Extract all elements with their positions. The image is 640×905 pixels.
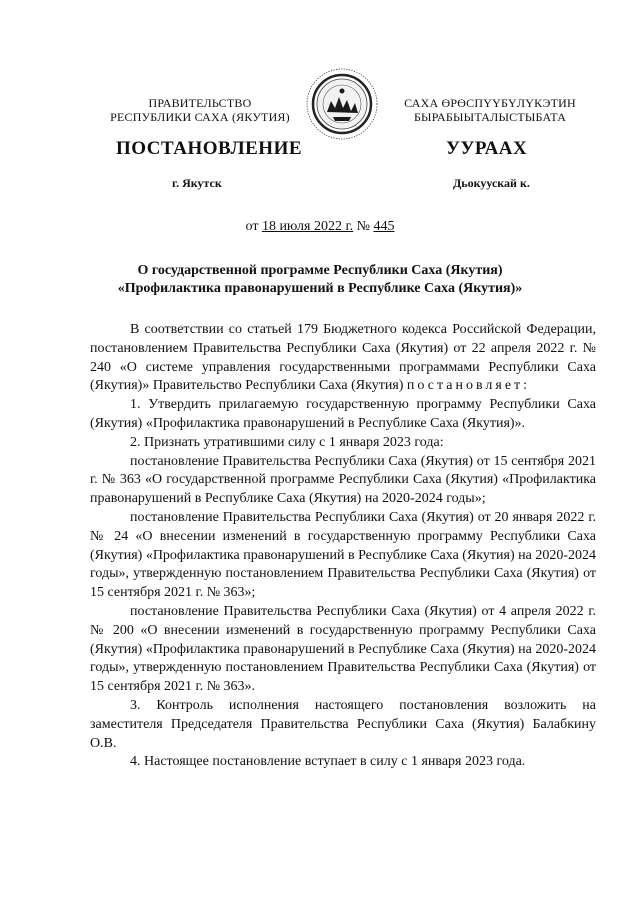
- government-name-russian: [100, 96, 300, 124]
- coat-of-arms-emblem: [305, 67, 379, 141]
- date-prefix: от: [245, 219, 262, 234]
- paragraph-item-3: 3. Контроль исполнения настоящего постановления возложить на заместителя Председателя Правительства Республики Саха (Якутия) Балабкину О.В.: [90, 697, 596, 751]
- document-title-line1: О государственной программе Республики Саха (Якутия): [137, 263, 503, 278]
- paragraph-item-4: 4. Настоящее постановление вступает в силу с 1 января 2023 года.: [130, 754, 526, 770]
- government-name-sakha: [390, 96, 590, 124]
- document-body: [90, 321, 596, 772]
- government-name-ru-line1: ПРАВИТЕЛЬСТВО: [148, 96, 252, 110]
- government-name-sakha-line2: БЫРАБЫЫТАЛЫСТЫБАТА: [413, 110, 567, 124]
- government-name-sakha-line1: САХА ӨРӨСПҮҮБҮЛҮКЭТИН: [404, 96, 576, 110]
- document-date-line: [0, 219, 640, 235]
- document-number: 445: [373, 219, 395, 234]
- government-name-ru-line2: РЕСПУБЛИКИ САХА (ЯКУТИЯ): [110, 110, 290, 124]
- city-russian: г. Якутск: [172, 176, 222, 190]
- document-type-sakha: УУРААХ: [446, 138, 528, 159]
- paragraph-item-1: 1. Утвердить прилагаемую государственную программу Республики Саха (Якутия) «Профилактика правонарушений в Республике Саха (Якутия)».: [90, 397, 596, 431]
- paragraph-repealed-decree-2: постановление Правительства Республики Саха (Якутия) от 20 января 2022 г. № 24 «О внесении изменений в государственную программу Республики Саха (Якутия) «Профилактика правонарушений в Республике Саха (Якутия) на 2020-2024 годы», утвержденную постановлением Правительства Республики Саха (Якутия) от 15 сентября 2021 г. № 363»;: [90, 509, 596, 601]
- paragraph-repealed-decree-3: постановление Правительства Республики Саха (Якутия) от 4 апреля 2022 г. № 200 «О внесении изменений в государственную программу Республики Саха (Якутия) «Профилактика правонарушений в Республике Саха (Якутия) на 2020-2024 годы», утвержденную постановлением Правительства Республики Саха (Якутия) от 15 сентября 2021 г. № 363».: [90, 603, 596, 695]
- city-sakha: Дьокуускай к.: [453, 176, 530, 190]
- document-date: 18 июля 2022 г.: [261, 219, 354, 234]
- document-title: [100, 262, 540, 298]
- preamble-text: В соответствии со статьей 179 Бюджетного кодекса Российской Федерации, постановлением Правительства Республики Саха (Якутия) от 22 апреля 2022 г. № 240 «О системе управления государственными программами Республики Саха (Якутия)» Правительство Республики Саха (Якутия): [90, 322, 596, 394]
- number-prefix: №: [353, 219, 374, 234]
- document-type-russian: ПОСТАНОВЛЕНИЕ: [116, 138, 303, 159]
- document-title-line2: «Профилактика правонарушений в Республике Саха (Якутия)»: [117, 281, 523, 296]
- resolution-word: постановляет:: [406, 378, 531, 394]
- paragraph-preamble: [90, 321, 596, 396]
- paragraph-item-2: 2. Признать утратившими силу с 1 января 2023 года:: [130, 434, 444, 450]
- paragraph-repealed-decree-1: постановление Правительства Республики Саха (Якутия) от 15 сентября 2021 г. № 363 «О государственной программе Республики Саха (Якутия) «Профилактика правонарушений в Республике Саха (Якутия) на 2020-2024 годы»;: [90, 453, 596, 507]
